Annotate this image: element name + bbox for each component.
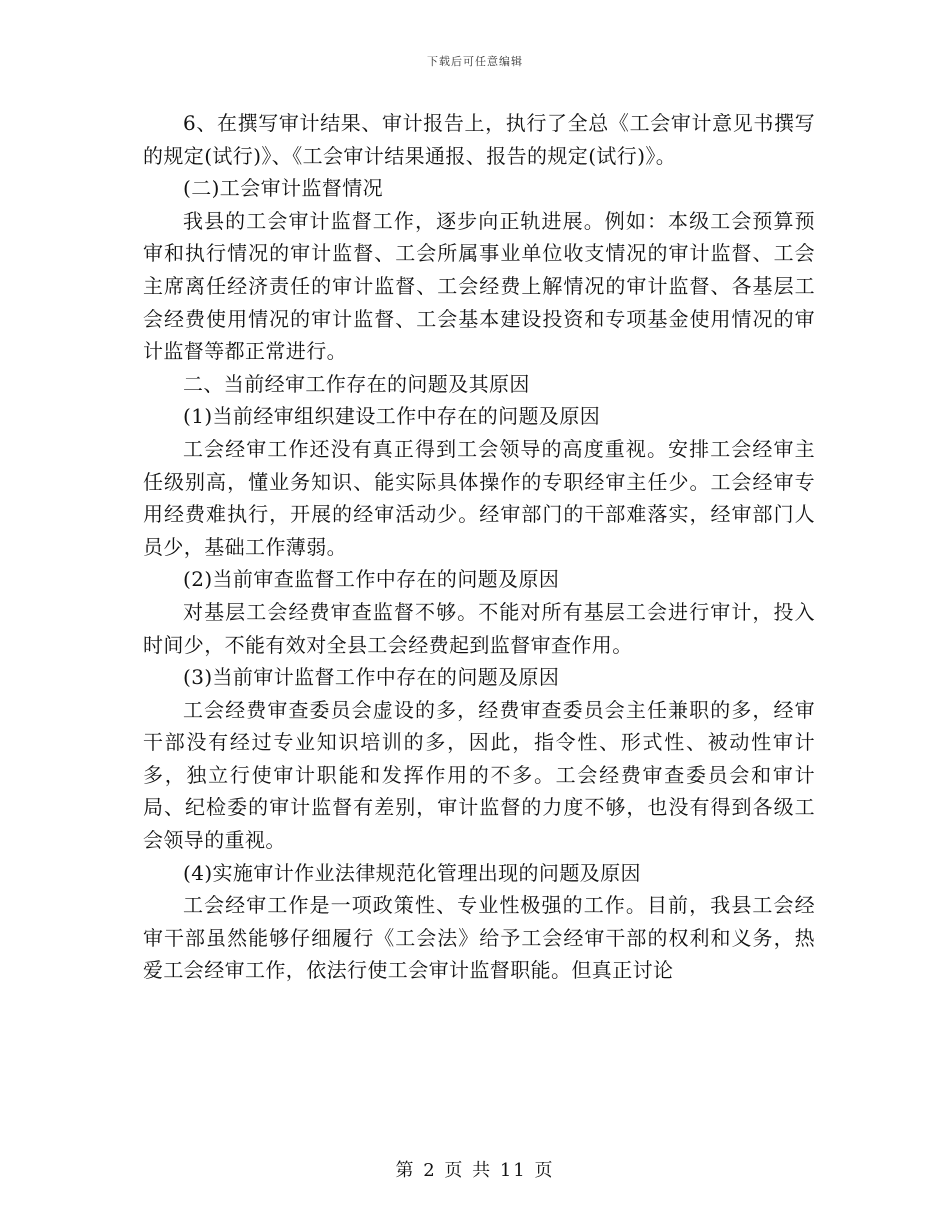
section-heading: (二)工会审计监督情况 [183,176,384,201]
paragraph: 工会经审工作还没有真正得到工会领导的高度重视。安排工会经审主任级别高，懂业务知识、能实际具体操作的专职经审主任少。工会经审专用经费难执行，开展的经审活动少。经审部门的干部难落实，经审部门人员少，基础工作薄弱。 [143,436,815,559]
subsection-heading: (4)实施审计作业法律规范化管理出现的问题及原因 [183,860,641,885]
paragraph: 对基层工会经费审查监督不够。不能对所有基层工会进行审计，投入时间少，不能有效对全县工会经费起到监督审查作用。 [143,599,815,657]
section-heading: 二、当前经审工作存在的问题及其原因 [183,371,530,396]
paragraph: 6、在撰写审计结果、审计报告上，执行了全总《工会审计意见书撰写的规定(试行)》、《工会审计结果通报、报告的规定(试行)》。 [143,111,815,168]
page-footer: 第 2 页 共 11 页 [395,1160,555,1181]
subsection-heading: (1)当前经审组织建设工作中存在的问题及原因 [183,404,601,429]
paragraph: 工会经审工作是一项政策性、专业性极强的工作。目前，我县工会经审干部虽然能够仔细履行《工会法》给予工会经审干部的权利和义务，热爱工会经审工作，依法行使工会审计监督职能。但真正讨论 [143,893,815,983]
paragraph: 工会经费审查委员会虚设的多，经费审查委员会主任兼职的多，经审干部没有经过专业知识培训的多，因此，指令性、形式性、被动性审计多，独立行使审计职能和发挥作用的不多。工会经费审查委员会和审计局、纪检委的审计监督有差别，审计监督的力度不够，也没有得到各级工会领导的重视。 [143,697,815,853]
subsection-heading: (2)当前审查监督工作中存在的问题及原因 [183,567,560,592]
subsection-heading: (3)当前审计监督工作中存在的问题及原因 [183,665,560,690]
paragraph: 我县的工会审计监督工作，逐步向正轨进展。例如：本级工会预算预审和执行情况的审计监督、工会所属事业单位收支情况的审计监督、工会主席离任经济责任的审计监督、工会经费上解情况的审计监督、各基层工会经费使用情况的审计监督、工会基本建设投资和专项基金使用情况的审计监督等都正常进行。 [143,208,815,364]
body-text [143,107,815,987]
page-header: 下载后可任意编辑 [427,55,523,68]
